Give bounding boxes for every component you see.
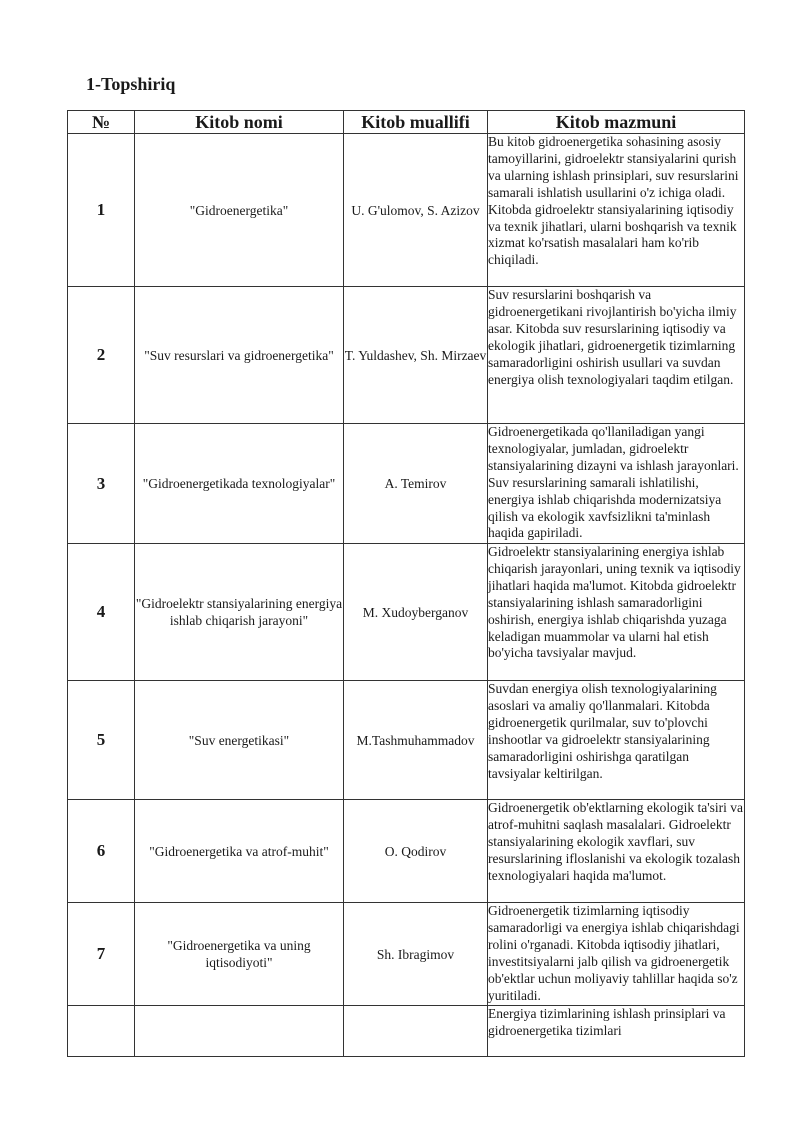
row-number: 5 xyxy=(68,681,135,800)
table-row xyxy=(68,903,745,1006)
book-title: "Gidroenergetikada texnologiyalar" xyxy=(135,424,344,544)
book-title xyxy=(135,1006,344,1057)
table-row xyxy=(68,1006,745,1057)
page-heading: 1-Topshiriq xyxy=(86,74,176,94)
book-description: Suv resurslarini boshqarish va gidroenergetikani rivojlantirish bo'yicha ilmiy asar. Kitobda suv resurslarining iqtisodiy va ekologik jihatlari, gidroenergetik tizimlarning samaradorligini oshirish usullari va suvdan energiya olish texnologiyalari taqdim etilgan. xyxy=(488,287,745,424)
column-header-number: № xyxy=(68,111,135,134)
table-row xyxy=(68,134,745,287)
book-author: M. Xudoyberganov xyxy=(344,544,488,681)
column-header-author: Kitob muallifi xyxy=(344,111,488,134)
book-description: Gidroenergetik tizimlarning iqtisodiy samaradorligi va energiya ishlab chiqarishdagi rolini o'rganadi. Kitobda iqtisodiy jihatlari, investitsiyalarni jalb qilish va gidroenergetik ob'ektlar uchun moliyaviy tahlillar haqida so'z yuritiladi. xyxy=(488,903,745,1006)
row-number xyxy=(68,1006,135,1057)
book-description: Energiya tizimlarining ishlash prinsiplari va gidroenergetika tizimlari xyxy=(488,1006,745,1057)
column-header-content: Kitob mazmuni xyxy=(488,111,745,134)
table-row xyxy=(68,424,745,544)
book-description: Bu kitob gidroenergetika sohasining asosiy tamoyillarini, gidroelektr stansiyalarini qurish va ularning ishlash prinsiplari, suv resurslarini samarali ishlatish usullarini o'z ichiga oladi. Kitobda gidroelektr stansiyalarining iqtisodiy va texnik jihatlari, ularni boshqarish va texnik xizmat ko'rsatish masalalari ham ko'rib chiqiladi. xyxy=(488,134,745,287)
row-number: 3 xyxy=(68,424,135,544)
table-header-row xyxy=(68,111,745,134)
book-author: A. Temirov xyxy=(344,424,488,544)
books-table xyxy=(67,110,745,1057)
book-title: "Gidroelektr stansiyalarining energiya ishlab chiqarish jarayoni" xyxy=(135,544,344,681)
table-row xyxy=(68,681,745,800)
book-author: Sh. Ibragimov xyxy=(344,903,488,1006)
table-row xyxy=(68,287,745,424)
book-title: "Suv resurslari va gidroenergetika" xyxy=(135,287,344,424)
book-description: Suvdan energiya olish texnologiyalarining asoslari va amaliy qo'llanmalari. Kitobda gidroenergetik qurilmalar, suv to'plovchi inshootlar va gidroelektr stansiyalarining samaradorligini oshirishga qaratilgan tavsiyalar keltirilgan. xyxy=(488,681,745,800)
row-number: 6 xyxy=(68,800,135,903)
row-number: 4 xyxy=(68,544,135,681)
row-number: 7 xyxy=(68,903,135,1006)
book-author: M.Tashmuhammadov xyxy=(344,681,488,800)
table-row xyxy=(68,544,745,681)
book-title: "Gidroenergetika va uning iqtisodiyoti" xyxy=(135,903,344,1006)
row-number: 1 xyxy=(68,134,135,287)
book-title: "Suv energetikasi" xyxy=(135,681,344,800)
book-author xyxy=(344,1006,488,1057)
book-description: Gidroenergetikada qo'llaniladigan yangi texnologiyalar, jumladan, gidroelektr stansiyalarining dizayni va ishlash jarayonlari. Suv resurslarining samarali ishlatilishi, energiya ishlab chiqarishda modernizatsiya qilish va ekologik xavfsizlikni ta'minlash haqida gapiriladi. xyxy=(488,424,745,544)
book-author: U. G'ulomov, S. Azizov xyxy=(344,134,488,287)
column-header-title: Kitob nomi xyxy=(135,111,344,134)
book-author: T. Yuldashev, Sh. Mirzaev xyxy=(344,287,488,424)
book-description: Gidroenergetik ob'ektlarning ekologik ta'siri va atrof-muhitni saqlash masalalari. Gidroelektr stansiyalarining ekologik xavflari, suv resurslarining ifloslanishi va ekologik tozalash texnologiyalari haqida ma'lumot. xyxy=(488,800,745,903)
row-number: 2 xyxy=(68,287,135,424)
book-title: "Gidroenergetika" xyxy=(135,134,344,287)
book-author: O. Qodirov xyxy=(344,800,488,903)
book-description: Gidroelektr stansiyalarining energiya ishlab chiqarish jarayonlari, uning texnik va iqtisodiy jihatlari haqida ma'lumot. Kitobda gidroelektr stansiyalarining ishlash samaradorligini oshirish, energiya ishlab chiqarishda yuzaga keladigan muammolar va ularni hal etish bo'yicha tavsiyalar mavjud. xyxy=(488,544,745,681)
table-row xyxy=(68,800,745,903)
book-title: "Gidroenergetika va atrof-muhit" xyxy=(135,800,344,903)
